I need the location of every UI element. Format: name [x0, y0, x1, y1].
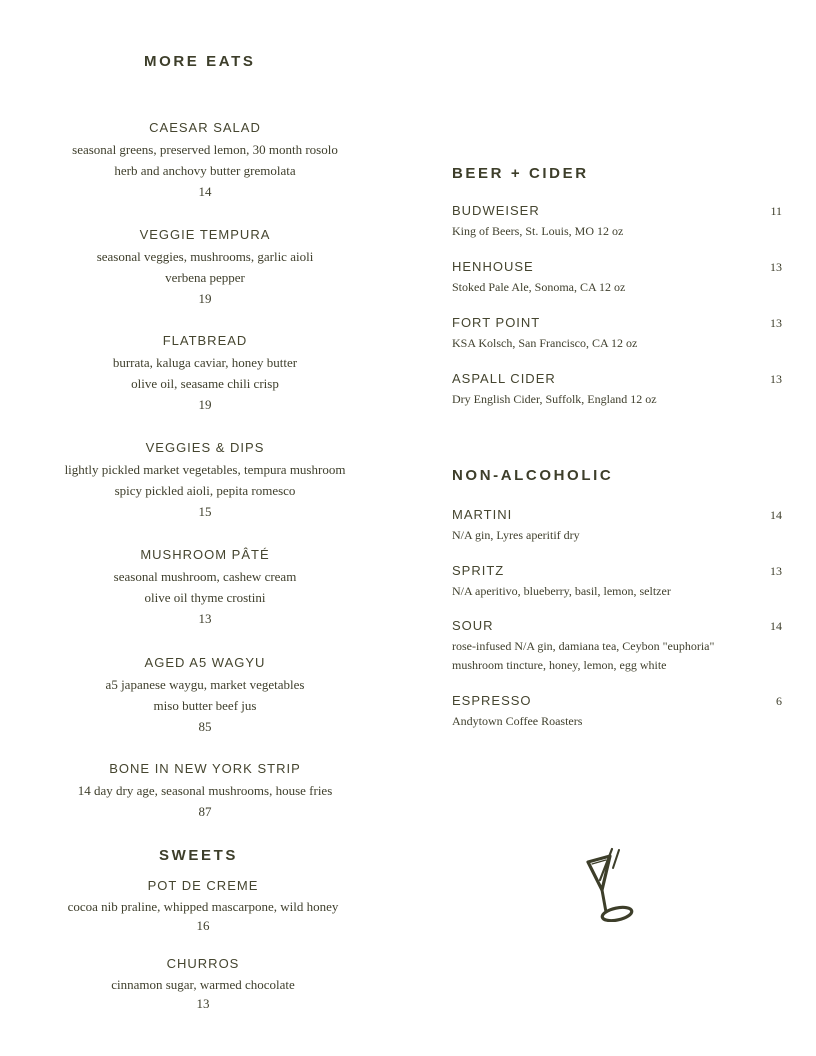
item-name: SOUR: [452, 618, 494, 633]
description-line: olive oil, seasame chili crisp: [131, 376, 279, 391]
item-description: [0, 780, 410, 801]
item-price: 13: [770, 260, 782, 274]
item-description: [452, 526, 782, 545]
item-price: 87: [198, 804, 212, 819]
item-price: 16: [196, 918, 210, 933]
menu-item-bone-in-new-york-strip: [0, 760, 410, 822]
drink-item-spritz: [452, 563, 782, 601]
drink-item-espresso: [452, 693, 782, 731]
description-line: burrata, kaluga caviar, honey butter: [112, 355, 298, 370]
description-line: 14 day dry age, seasonal mushrooms, house fries: [77, 783, 333, 798]
menu-item-churros: [0, 955, 408, 1013]
drink-item-budweiser: [452, 203, 782, 241]
menu-item-veggies-dips: [0, 439, 410, 522]
beer-cider-title: BEER + CIDER: [452, 165, 589, 182]
item-description: [452, 222, 782, 241]
description-line: lightly pickled market vegetables, tempura mushroom: [64, 462, 346, 477]
description-line: olive oil thyme crostini: [144, 590, 266, 605]
item-price: 14: [770, 508, 782, 522]
item-description: [0, 975, 408, 994]
item-price: 19: [198, 291, 212, 306]
menu-item-veggie-tempura: [0, 226, 410, 309]
item-name: BONE IN NEW YORK STRIP: [109, 761, 301, 776]
description-line: spicy pickled aioli, pepita romesco: [114, 483, 296, 498]
item-price: 15: [198, 504, 212, 519]
item-description: [0, 459, 410, 501]
item-name: ASPALL CIDER: [452, 371, 556, 386]
description-line: seasonal veggies, mushrooms, garlic aioli: [96, 249, 314, 264]
description-line: Dry English Cider, Suffolk, England 12 oz: [452, 392, 657, 406]
item-name: MUSHROOM PÂTÉ: [140, 547, 270, 562]
item-name: SPRITZ: [452, 563, 505, 578]
item-name: CAESAR SALAD: [149, 120, 261, 135]
description-line: miso butter beef jus: [153, 698, 257, 713]
item-description: [452, 582, 782, 601]
item-name: HENHOUSE: [452, 259, 534, 274]
description-line: a5 japanese waygu, market vegetables: [105, 677, 305, 692]
item-price: 13: [770, 372, 782, 386]
item-price: 11: [770, 204, 782, 218]
item-name: FLATBREAD: [162, 333, 248, 348]
sweets-title: SWEETS: [159, 847, 238, 864]
description-line: Stoked Pale Ale, Sonoma, CA 12 oz: [452, 280, 626, 294]
description-line: seasonal greens, preserved lemon, 30 month rosolo: [72, 142, 338, 157]
item-description: [0, 246, 410, 288]
item-name: VEGGIE TEMPURA: [139, 227, 271, 242]
item-price: 13: [770, 564, 782, 578]
menu-item-aged-a5-wagyu: [0, 654, 410, 737]
item-price: 85: [198, 719, 212, 734]
item-price: 19: [198, 397, 212, 412]
item-price: 14: [770, 619, 782, 633]
description-line: King of Beers, St. Louis, MO 12 oz: [452, 224, 624, 238]
item-description: [452, 334, 782, 353]
item-description: [0, 566, 410, 608]
item-description: [0, 897, 408, 916]
menu-item-flatbread: [0, 332, 410, 415]
more-eats-title: MORE EATS: [144, 53, 256, 70]
item-name: ESPRESSO: [452, 693, 532, 708]
non-alcoholic-title: NON-ALCOHOLIC: [452, 467, 614, 484]
description-line: mushroom tincture, honey, lemon, egg white: [452, 658, 667, 672]
drink-item-aspall-cider: [452, 371, 782, 409]
menu-item-pot-de-creme: [0, 877, 408, 935]
item-price: 14: [198, 184, 212, 199]
item-description: [0, 352, 410, 394]
item-name: VEGGIES & DIPS: [145, 440, 265, 455]
item-price: 6: [776, 694, 782, 708]
item-description: [452, 278, 782, 297]
item-name: FORT POINT: [452, 315, 541, 330]
description-line: seasonal mushroom, cashew cream: [113, 569, 297, 584]
item-name: AGED A5 WAGYU: [144, 655, 266, 670]
item-description: [0, 674, 410, 716]
description-line: N/A aperitivo, blueberry, basil, lemon, seltzer: [452, 584, 671, 598]
item-name: POT DE CREME: [147, 878, 259, 893]
description-line: Andytown Coffee Roasters: [452, 714, 583, 728]
drink-item-sour: [452, 618, 782, 675]
description-line: rose-infused N/A gin, damiana tea, Ceybon "euphoria": [452, 639, 715, 653]
cocktail-glass-icon: [582, 846, 638, 922]
item-price: 13: [770, 316, 782, 330]
description-line: N/A gin, Lyres aperitif dry: [452, 528, 580, 542]
item-description: [452, 637, 782, 675]
item-name: MARTINI: [452, 507, 513, 522]
drink-item-henhouse: [452, 259, 782, 297]
description-line: verbena pepper: [165, 270, 245, 285]
item-name: BUDWEISER: [452, 203, 540, 218]
item-description: [0, 139, 410, 181]
item-price: 13: [198, 611, 212, 626]
description-line: cocoa nib praline, whipped mascarpone, wild honey: [67, 899, 339, 914]
item-description: [452, 712, 782, 731]
item-name: CHURROS: [166, 956, 240, 971]
description-line: cinnamon sugar, warmed chocolate: [111, 977, 295, 992]
description-line: herb and anchovy butter gremolata: [114, 163, 296, 178]
menu-item-mushroom-pate: [0, 546, 410, 629]
item-price: 13: [196, 996, 210, 1011]
drink-item-fort-point: [452, 315, 782, 353]
menu-item-caesar-salad: [0, 119, 410, 202]
drink-item-martini: [452, 507, 782, 545]
description-line: KSA Kolsch, San Francisco, CA 12 oz: [452, 336, 638, 350]
item-description: [452, 390, 782, 409]
